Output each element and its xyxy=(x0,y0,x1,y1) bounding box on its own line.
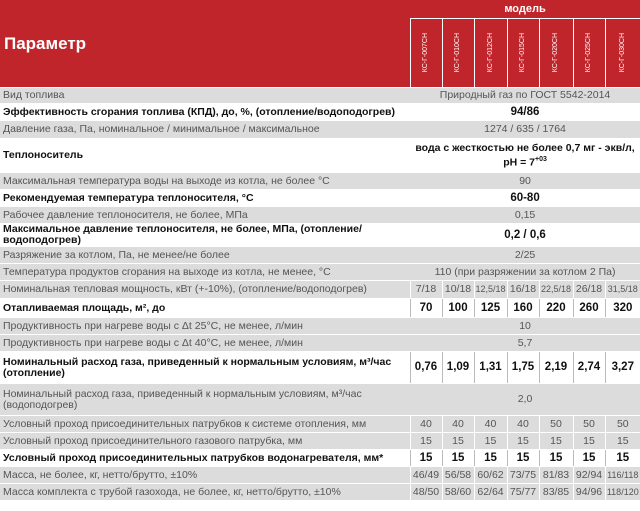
row-label: Номинальный расход газа, приведенный к нормальным условиям, м³/час (отопление) xyxy=(0,352,410,384)
row-cell: 1,09 xyxy=(442,352,474,384)
row-label: Номинальная тепловая мощность, кВт (+-10%), (отопление/водоподогрев) xyxy=(0,281,410,299)
table-row xyxy=(0,281,640,299)
table-row xyxy=(0,433,640,450)
row-cell: 12,5/18 xyxy=(474,281,507,299)
model-name: КС-Г-025СН xyxy=(573,19,605,88)
row-value: 2,0 xyxy=(410,384,640,416)
row-label: Отапливаемая площадь, м², до xyxy=(0,299,410,318)
row-cell: 15 xyxy=(539,450,573,467)
row-cell: 0,76 xyxy=(410,352,442,384)
row-label: Масса, не более, кг, нетто/брутто, ±10% xyxy=(0,467,410,484)
model-name: КС-Г-030СН xyxy=(605,19,640,88)
row-cell: 70 xyxy=(410,299,442,318)
row-cell: 15 xyxy=(474,433,507,450)
row-label: Продуктивность при нагреве воды с Δt 25°С, не менее, л/мин xyxy=(0,318,410,335)
row-cell: 1,75 xyxy=(507,352,539,384)
table-row xyxy=(0,467,640,484)
row-cell: 75/77 xyxy=(507,484,539,501)
row-cell: 15 xyxy=(474,450,507,467)
row-value: 10 xyxy=(410,318,640,335)
row-cell: 40 xyxy=(410,416,442,433)
row-cell: 15 xyxy=(410,450,442,467)
row-label: Разряжение за котлом, Па, не менее/не более xyxy=(0,247,410,264)
row-cell: 2,19 xyxy=(539,352,573,384)
row-cell: 15 xyxy=(442,433,474,450)
table-row xyxy=(0,299,640,318)
table-row xyxy=(0,104,640,121)
row-value: 60-80 xyxy=(410,190,640,207)
table-row xyxy=(0,416,640,433)
row-cell: 50 xyxy=(539,416,573,433)
table-row xyxy=(0,207,640,224)
row-cell: 94/96 xyxy=(573,484,605,501)
row-cell: 16/18 xyxy=(507,281,539,299)
row-value: 0,2 / 0,6 xyxy=(410,224,640,247)
row-cell: 62/64 xyxy=(474,484,507,501)
row-cell: 40 xyxy=(442,416,474,433)
row-cell: 92/94 xyxy=(573,467,605,484)
row-cell: 3,27 xyxy=(605,352,640,384)
row-cell: 15 xyxy=(507,450,539,467)
row-cell: 116/118 xyxy=(605,467,640,484)
row-label: Максимальное давление теплоносителя, не более, МПа, (отопление/водоподогрев) xyxy=(0,224,410,247)
row-cell: 58/60 xyxy=(442,484,474,501)
table-row xyxy=(0,450,640,467)
table-row xyxy=(0,139,640,173)
row-label: Номинальный расход газа, приведенный к нормальным условиям, м³/час (водоподогрев) xyxy=(0,384,410,416)
table-row xyxy=(0,335,640,352)
table-row xyxy=(0,88,640,104)
row-label: Температура продуктов сгорания на выходе из котла, не менее, °С xyxy=(0,264,410,281)
row-label: Максимальная температура воды на выходе из котла, не более °С xyxy=(0,173,410,190)
param-header: Параметр xyxy=(0,0,410,88)
row-cell: 73/75 xyxy=(507,467,539,484)
table-row xyxy=(0,247,640,264)
row-cell: 83/85 xyxy=(539,484,573,501)
row-label: Условный проход присоединительного газового патрубка, мм xyxy=(0,433,410,450)
row-value: вода с жесткостью не более 0,7 мг - экв/л, pH = $7^{+03}$ xyxy=(410,139,640,173)
row-cell: 1,31 xyxy=(474,352,507,384)
row-value: 110 (при разряжении за котлом 2 Па) xyxy=(410,264,640,281)
table-row xyxy=(0,121,640,139)
row-label: Вид топлива xyxy=(0,88,410,104)
row-cell: 15 xyxy=(605,433,640,450)
row-cell: 220 xyxy=(539,299,573,318)
model-header: модель xyxy=(410,0,640,19)
table-row xyxy=(0,484,640,501)
row-cell: 50 xyxy=(573,416,605,433)
table-row xyxy=(0,224,640,247)
row-cell: 26/18 xyxy=(573,281,605,299)
row-cell: 46/49 xyxy=(410,467,442,484)
row-cell: 15 xyxy=(442,450,474,467)
row-value: 1274 / 635 / 1764 xyxy=(410,121,640,139)
row-cell: 15 xyxy=(507,433,539,450)
row-cell: 15 xyxy=(539,433,573,450)
row-value: 90 xyxy=(410,173,640,190)
row-label: Продуктивность при нагреве воды с Δt 40°С, не менее, л/мин xyxy=(0,335,410,352)
row-cell: 31,5/18 xyxy=(605,281,640,299)
table-row xyxy=(0,264,640,281)
row-cell: 60/62 xyxy=(474,467,507,484)
row-cell: 81/83 xyxy=(539,467,573,484)
row-cell: 7/18 xyxy=(410,281,442,299)
row-cell: 56/58 xyxy=(442,467,474,484)
row-cell: 22,5/18 xyxy=(539,281,573,299)
table-row xyxy=(0,190,640,207)
row-cell: 125 xyxy=(474,299,507,318)
row-label: Масса комплекта с трубой газохода, не более, кг, нетто/брутто, ±10% xyxy=(0,484,410,501)
model-name: КС-Г-010СН xyxy=(442,19,474,88)
row-cell: 48/50 xyxy=(410,484,442,501)
row-label: Эффективность сгорания топлива (КПД), до, %, (отопление/водоподогрев) xyxy=(0,104,410,121)
table-row xyxy=(0,173,640,190)
row-value: 94/86 xyxy=(410,104,640,121)
row-cell: 10/18 xyxy=(442,281,474,299)
row-label: Рекомендуемая температура теплоносителя, °С xyxy=(0,190,410,207)
row-value: 0,15 xyxy=(410,207,640,224)
row-value: Природный газ по ГОСТ 5542-2014 xyxy=(410,88,640,104)
model-name: КС-Г-015СН xyxy=(507,19,539,88)
model-name: КС-Г-007СН xyxy=(410,19,442,88)
row-label: Условный проход присоединительных патрубков водонагревателя, мм* xyxy=(0,450,410,467)
row-cell: 50 xyxy=(605,416,640,433)
model-name: КС-Г-020СН xyxy=(539,19,573,88)
row-label: Рабочее давление теплоносителя, не более, МПа xyxy=(0,207,410,224)
model-name: КС-Г-012СН xyxy=(474,19,507,88)
row-cell: 260 xyxy=(573,299,605,318)
row-cell: 100 xyxy=(442,299,474,318)
row-cell: 15 xyxy=(605,450,640,467)
row-value: 5,7 xyxy=(410,335,640,352)
table-row xyxy=(0,318,640,335)
row-cell: 160 xyxy=(507,299,539,318)
row-cell: 118/120 xyxy=(605,484,640,501)
row-cell: 15 xyxy=(410,433,442,450)
row-cell: 320 xyxy=(605,299,640,318)
row-value: 2/25 xyxy=(410,247,640,264)
row-cell: 40 xyxy=(507,416,539,433)
row-cell: 15 xyxy=(573,450,605,467)
table-row xyxy=(0,352,640,384)
table-row xyxy=(0,384,640,416)
row-cell: 40 xyxy=(474,416,507,433)
row-cell: 2,74 xyxy=(573,352,605,384)
row-label: Давление газа, Па, номинальное / минимальное / максимальное xyxy=(0,121,410,139)
row-label: Теплоноситель xyxy=(0,139,410,173)
row-label: Условный проход присоединительных патрубков к системе отопления, мм xyxy=(0,416,410,433)
row-cell: 15 xyxy=(573,433,605,450)
